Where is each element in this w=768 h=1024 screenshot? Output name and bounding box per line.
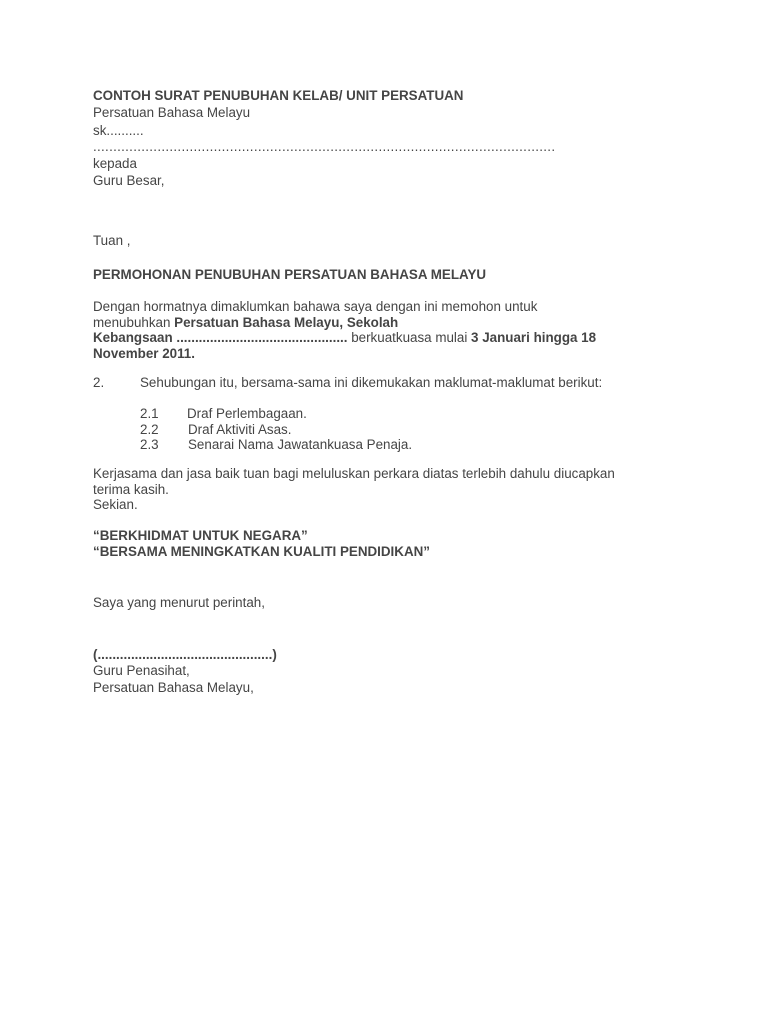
closing-line1: Kerjasama dan jasa baik tuan bagi meluluskan perkara diatas terlebih dahulu diucapkan bbox=[93, 466, 615, 481]
paragraph1-org-bold: Persatuan Bahasa Melayu, Sekolah bbox=[174, 315, 399, 330]
letter-heading: CONTOH SURAT PENUBUHAN KELAB/ UNIT PERSATUAN bbox=[93, 88, 464, 103]
letter-subject: PERMOHONAN PENUBUHAN PERSATUAN BAHASA MELAYU bbox=[93, 267, 487, 282]
address-placeholder: ................................................................................................................... bbox=[93, 139, 556, 154]
list-item-number: 2.3 bbox=[140, 437, 159, 452]
signer-organization: Persatuan Bahasa Melayu, bbox=[93, 680, 254, 695]
motto-2: “BERSAMA MENINGKATKAN KUALITI PENDIDIKAN” bbox=[93, 544, 430, 559]
list-item-number: 2.2 bbox=[140, 422, 159, 437]
closing-line3: Sekian. bbox=[93, 497, 138, 512]
signer-title: Guru Penasihat, bbox=[93, 663, 190, 678]
list-item-text: Draf Aktiviti Asas. bbox=[188, 422, 292, 437]
salutation: Tuan , bbox=[93, 233, 131, 248]
closing-line2: terima kasih. bbox=[93, 482, 169, 497]
school-code: sk.......... bbox=[93, 123, 144, 138]
paragraph1-line3 bbox=[93, 330, 596, 346]
motto-1: “BERKHIDMAT UNTUK NEGARA” bbox=[93, 528, 308, 543]
list-item-number: 2.1 bbox=[140, 406, 159, 421]
paragraph2-text: Sehubungan itu, bersama-sama ini dikemukakan maklumat-maklumat berikut: bbox=[140, 375, 603, 390]
paragraph1-line2 bbox=[93, 315, 398, 331]
paragraph1-line4: November 2011. bbox=[93, 346, 195, 361]
paragraph2-number: 2. bbox=[93, 375, 105, 390]
list-item-text: Senarai Nama Jawatankuasa Penaja. bbox=[188, 437, 413, 452]
paragraph1-line2-plain: menubuhkan bbox=[93, 315, 175, 330]
recipient: Guru Besar, bbox=[93, 173, 165, 188]
paragraph1-date-bold: 3 Januari hingga 18 bbox=[471, 330, 597, 345]
organization-name: Persatuan Bahasa Melayu bbox=[93, 105, 251, 120]
paragraph1-line1: Dengan hormatnya dimaklumkan bahawa saya dengan ini memohon untuk bbox=[93, 299, 538, 314]
paragraph1-line3-plain: berkuatkuasa mulai bbox=[347, 330, 472, 345]
list-item-text: Draf Perlembagaan. bbox=[187, 406, 307, 421]
signature-line: (...............................................) bbox=[93, 647, 277, 662]
signoff: Saya yang menurut perintah, bbox=[93, 595, 265, 610]
paragraph1-school-bold: Kebangsaan .............................................. bbox=[93, 330, 348, 345]
to-label: kepada bbox=[93, 156, 137, 171]
